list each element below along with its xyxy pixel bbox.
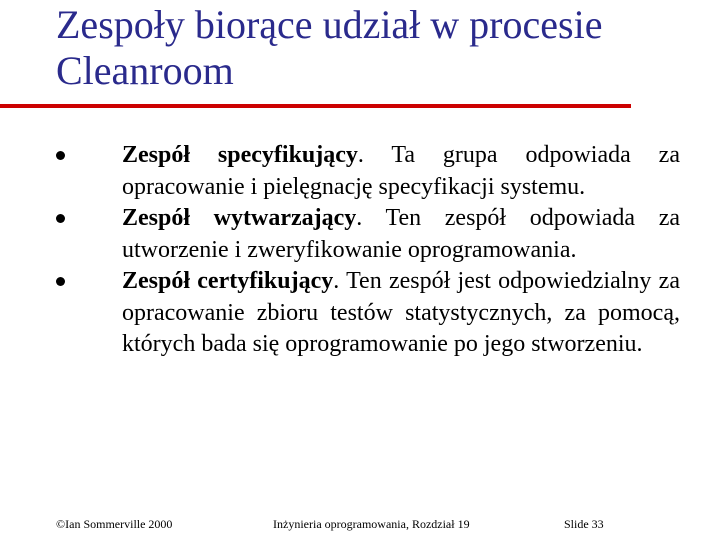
bullet-item-development-team xyxy=(56,203,680,266)
footer-copyright: ©Ian Sommerville 2000 xyxy=(56,517,173,531)
bullet-text: . Ten zespół jest odpowiedzialny za opracowanie zbioru testów statystycznych, za pomocą, których bada się oprogramowanie po jego stworzeniu. xyxy=(122,268,680,357)
bullet-term: Zespół wytwarzający xyxy=(122,205,357,231)
bullet-item-certification-team xyxy=(56,266,680,361)
footer-chapter: Inżynieria oprogramowania, Rozdział 19 xyxy=(273,517,470,531)
bullet-text: . Ten zespół odpowiada za utworzenie i zweryfikowanie oprogramowania. xyxy=(122,205,681,263)
bullet-dot-icon xyxy=(56,214,65,223)
bullet-term: Zespół certyfikujący xyxy=(122,268,334,294)
slide-title: Zespoły biorące udział w procesie Cleanroom xyxy=(56,2,603,93)
title-underline xyxy=(0,104,631,108)
footer-slide-number: Slide 33 xyxy=(564,517,604,531)
bullet-dot-icon xyxy=(56,277,65,286)
bullet-dot-icon xyxy=(56,151,65,160)
bullet-item-specification-team xyxy=(56,140,680,203)
bullet-text: . Ta grupa odpowiada za opracowanie i pielęgnację specyfikacji systemu. xyxy=(122,142,680,200)
bullet-term: Zespół specyfikujący xyxy=(122,142,358,168)
bullet-list xyxy=(56,140,680,361)
